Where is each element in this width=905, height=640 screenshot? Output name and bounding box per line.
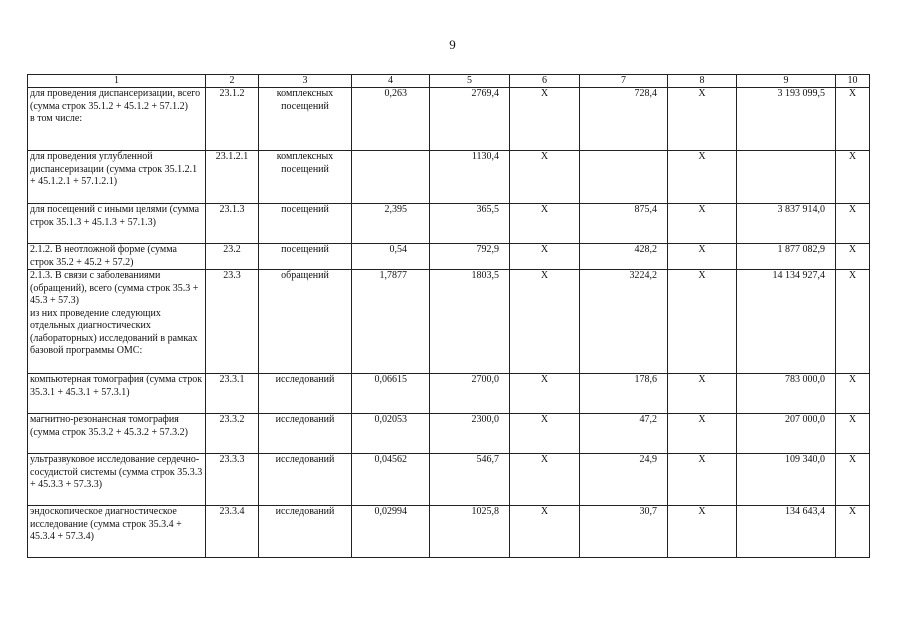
row-code: 23.1.3 bbox=[206, 204, 259, 244]
col9-value: 134 643,4 bbox=[737, 506, 836, 558]
row-name: для проведения углубленной диспансеризации (сумма строк 35.1.2.1 + 45.1.2.1 + 57.1.2.1) bbox=[28, 151, 206, 204]
col7-value: 875,4 bbox=[580, 204, 668, 244]
col7-value: 24,9 bbox=[580, 454, 668, 506]
col10-value: X bbox=[836, 88, 870, 151]
col5-value: 546,7 bbox=[430, 454, 510, 506]
row-name: для проведения диспансеризации, всего (сумма строк 35.1.2 + 45.1.2 + 57.1.2) в том числе: bbox=[28, 88, 206, 151]
col6-value: X bbox=[510, 244, 580, 270]
col8-value: X bbox=[668, 204, 737, 244]
col10-value: X bbox=[836, 244, 870, 270]
col5-value: 2300,0 bbox=[430, 414, 510, 454]
col6-value: X bbox=[510, 374, 580, 414]
column-header: 2 bbox=[206, 75, 259, 88]
table-row bbox=[28, 88, 870, 151]
col6-value: X bbox=[510, 270, 580, 374]
row-unit: исследований bbox=[259, 414, 352, 454]
col9-value: 1 877 082,9 bbox=[737, 244, 836, 270]
row-name: ультразвуковое исследование сердечно-сосудистой системы (сумма строк 35.3.3 + 45.3.3 + 57.3.3) bbox=[28, 454, 206, 506]
row-code: 23.3.4 bbox=[206, 506, 259, 558]
col8-value: X bbox=[668, 151, 737, 204]
page-number: 9 bbox=[449, 37, 456, 52]
row-code: 23.3.2 bbox=[206, 414, 259, 454]
row-name: для посещений с иными целями (сумма строк 35.1.3 + 45.1.3 + 57.1.3) bbox=[28, 204, 206, 244]
col10-value: X bbox=[836, 374, 870, 414]
col9-value bbox=[737, 151, 836, 204]
col7-value: 178,6 bbox=[580, 374, 668, 414]
col9-value: 109 340,0 bbox=[737, 454, 836, 506]
row-unit: комплексных посещений bbox=[259, 88, 352, 151]
column-header: 7 bbox=[580, 75, 668, 88]
col4-value: 0,04562 bbox=[352, 454, 430, 506]
col6-value: X bbox=[510, 454, 580, 506]
column-header: 1 bbox=[28, 75, 206, 88]
col6-value: X bbox=[510, 506, 580, 558]
col4-value: 0,02053 bbox=[352, 414, 430, 454]
col6-value: X bbox=[510, 88, 580, 151]
col6-value: X bbox=[510, 151, 580, 204]
col5-value: 792,9 bbox=[430, 244, 510, 270]
col4-value: 1,7877 bbox=[352, 270, 430, 374]
col9-value: 3 837 914,0 bbox=[737, 204, 836, 244]
col7-value: 3224,2 bbox=[580, 270, 668, 374]
col10-value: X bbox=[836, 454, 870, 506]
row-code: 23.1.2.1 bbox=[206, 151, 259, 204]
row-unit: посещений bbox=[259, 204, 352, 244]
table-row bbox=[28, 454, 870, 506]
table-row bbox=[28, 244, 870, 270]
col5-value: 1130,4 bbox=[430, 151, 510, 204]
col5-value: 365,5 bbox=[430, 204, 510, 244]
table-row bbox=[28, 414, 870, 454]
col5-value: 1803,5 bbox=[430, 270, 510, 374]
table-row bbox=[28, 270, 870, 374]
header-row bbox=[28, 75, 870, 88]
col8-value: X bbox=[668, 244, 737, 270]
col7-value bbox=[580, 151, 668, 204]
row-unit: комплексных посещений bbox=[259, 151, 352, 204]
col8-value: X bbox=[668, 454, 737, 506]
col9-value: 3 193 099,5 bbox=[737, 88, 836, 151]
table-row bbox=[28, 374, 870, 414]
col7-value: 728,4 bbox=[580, 88, 668, 151]
row-unit: исследований bbox=[259, 374, 352, 414]
data-table bbox=[27, 74, 870, 558]
table-row bbox=[28, 204, 870, 244]
row-name: 2.1.2. В неотложной форме (сумма строк 35.2 + 45.2 + 57.2) bbox=[28, 244, 206, 270]
column-header: 9 bbox=[737, 75, 836, 88]
col9-value: 14 134 927,4 bbox=[737, 270, 836, 374]
row-unit: исследований bbox=[259, 506, 352, 558]
column-header: 6 bbox=[510, 75, 580, 88]
col10-value: X bbox=[836, 151, 870, 204]
row-name: компьютерная томография (сумма строк 35.3.1 + 45.3.1 + 57.3.1) bbox=[28, 374, 206, 414]
col7-value: 30,7 bbox=[580, 506, 668, 558]
col6-value: X bbox=[510, 204, 580, 244]
row-name: эндоскопическое диагностическое исследование (сумма строк 35.3.4 + 45.3.4 + 57.3.4) bbox=[28, 506, 206, 558]
row-code: 23.2 bbox=[206, 244, 259, 270]
col4-value: 0,263 bbox=[352, 88, 430, 151]
col5-value: 2700,0 bbox=[430, 374, 510, 414]
col10-value: X bbox=[836, 270, 870, 374]
col5-value: 2769,4 bbox=[430, 88, 510, 151]
row-name: магнитно-резонансная томография (сумма строк 35.3.2 + 45.3.2 + 57.3.2) bbox=[28, 414, 206, 454]
column-header: 3 bbox=[259, 75, 352, 88]
col8-value: X bbox=[668, 414, 737, 454]
col9-value: 207 000,0 bbox=[737, 414, 836, 454]
col5-value: 1025,8 bbox=[430, 506, 510, 558]
column-header: 8 bbox=[668, 75, 737, 88]
row-code: 23.1.2 bbox=[206, 88, 259, 151]
table-row bbox=[28, 151, 870, 204]
row-unit: посещений bbox=[259, 244, 352, 270]
col8-value: X bbox=[668, 506, 737, 558]
col8-value: X bbox=[668, 88, 737, 151]
col4-value: 0,06615 bbox=[352, 374, 430, 414]
col7-value: 428,2 bbox=[580, 244, 668, 270]
row-unit: исследований bbox=[259, 454, 352, 506]
row-unit: обращений bbox=[259, 270, 352, 374]
column-header: 4 bbox=[352, 75, 430, 88]
col4-value: 2,395 bbox=[352, 204, 430, 244]
row-code: 23.3.1 bbox=[206, 374, 259, 414]
column-header: 10 bbox=[836, 75, 870, 88]
col8-value: X bbox=[668, 374, 737, 414]
col4-value: 0,54 bbox=[352, 244, 430, 270]
col4-value bbox=[352, 151, 430, 204]
column-header: 5 bbox=[430, 75, 510, 88]
row-code: 23.3 bbox=[206, 270, 259, 374]
row-code: 23.3.3 bbox=[206, 454, 259, 506]
col4-value: 0,02994 bbox=[352, 506, 430, 558]
col10-value: X bbox=[836, 414, 870, 454]
table-row bbox=[28, 506, 870, 558]
row-name: 2.1.3. В связи с заболеваниями (обращений), всего (сумма строк 35.3 + 45.3 + 57.3) из них проведение следующих отдельных диагностических (лабораторных) исследований в рамках базовой программы ОМС: bbox=[28, 270, 206, 374]
col10-value: X bbox=[836, 204, 870, 244]
col7-value: 47,2 bbox=[580, 414, 668, 454]
col9-value: 783 000,0 bbox=[737, 374, 836, 414]
col6-value: X bbox=[510, 414, 580, 454]
col8-value: X bbox=[668, 270, 737, 374]
col10-value: X bbox=[836, 506, 870, 558]
